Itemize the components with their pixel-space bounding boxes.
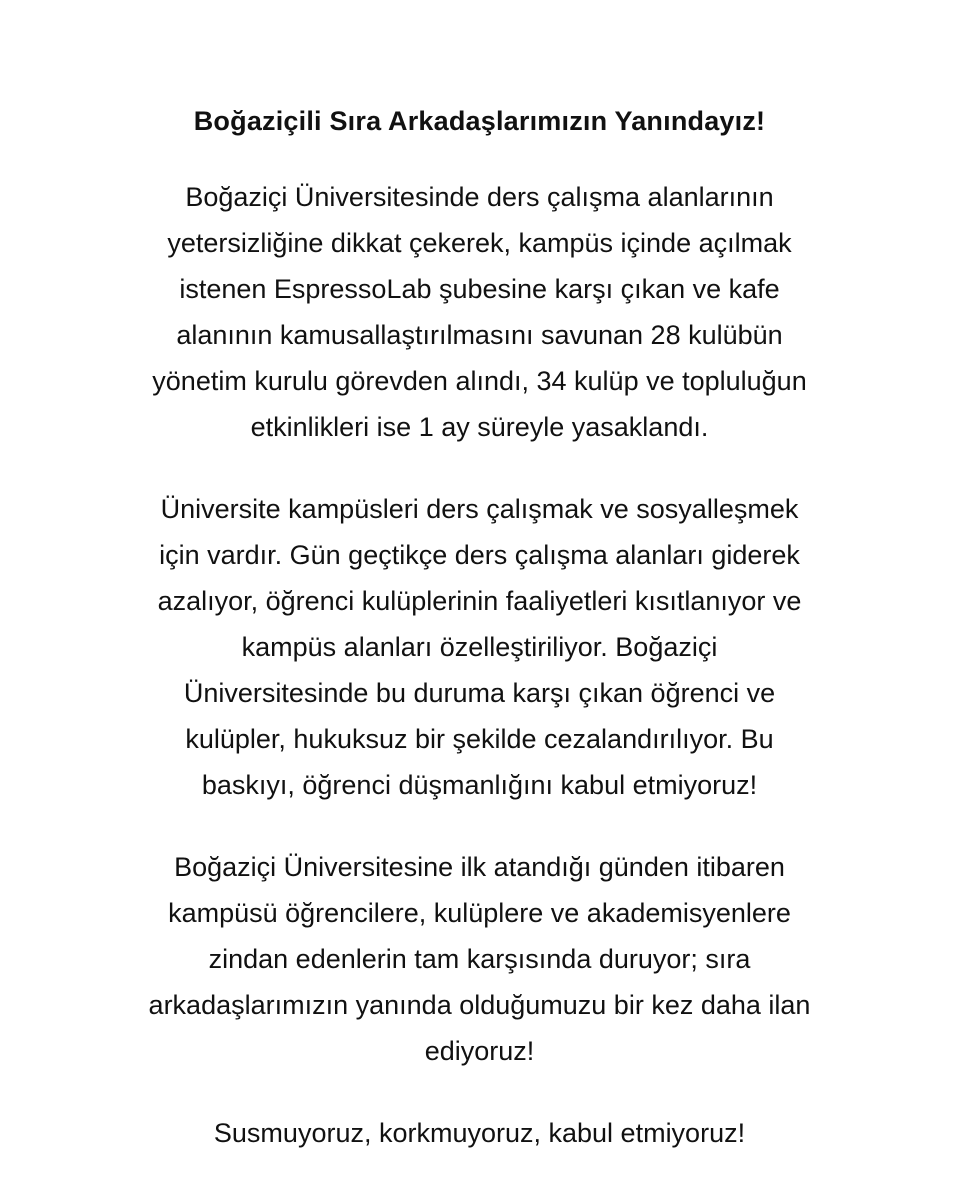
statement-title: Boğaziçili Sıra Arkadaşlarımızın Yanındayız! [193, 106, 766, 136]
paragraph-1 [40, 174, 919, 450]
paragraph-3 [40, 844, 919, 1074]
paragraph-2 [40, 486, 919, 808]
paragraph-line: yönetim kurulu görevden alındı, 34 kulüp ve topluluğun [152, 366, 807, 396]
paragraph-line: için vardır. Gün geçtikçe ders çalışma alanları giderek [159, 540, 800, 570]
paragraph-line: kampüs alanları özelleştiriliyor. Boğaziçi [241, 632, 718, 662]
paragraph-line: alanının kamusallaştırılmasını savunan 28 kulübün [176, 320, 783, 350]
paragraph-line: istenen EspressoLab şubesine karşı çıkan ve kafe [179, 274, 780, 304]
paragraph-line: etkinlikleri ise 1 ay süreyle yasaklandı. [250, 412, 709, 442]
paragraph-line: Boğaziçi Üniversitesinde ders çalışma alanlarının [185, 182, 774, 212]
closing-slogan: Susmuyoruz, korkmuyoruz, kabul etmiyoruz! [213, 1118, 746, 1148]
paragraph-line: yetersizliğine dikkat çekerek, kampüs içinde açılmak [167, 228, 792, 258]
paragraph-line: Boğaziçi Üniversitesine ilk atandığı günden itibaren [174, 852, 785, 882]
statement-document [40, 98, 919, 1156]
paragraph-line: ediyoruz! [424, 1036, 535, 1066]
paragraph-line: kulüpler, hukuksuz bir şekilde cezalandırılıyor. Bu [185, 724, 774, 754]
paragraph-line: Üniversitesinde bu duruma karşı çıkan öğrenci ve [183, 678, 776, 708]
paragraph-line: baskıyı, öğrenci düşmanlığını kabul etmiyoruz! [201, 770, 758, 800]
paragraph-line: arkadaşlarımızın yanında olduğumuzu bir kez daha ilan [148, 990, 811, 1020]
paragraph-line: kampüsü öğrencilere, kulüplere ve akademisyenlere [168, 898, 791, 928]
paragraph-line: azalıyor, öğrenci kulüplerinin faaliyetleri kısıtlanıyor ve [157, 586, 802, 616]
paragraph-line: Üniversite kampüsleri ders çalışmak ve sosyalleşmek [160, 494, 799, 524]
paragraph-line: zindan edenlerin tam karşısında duruyor; sıra [208, 944, 751, 974]
